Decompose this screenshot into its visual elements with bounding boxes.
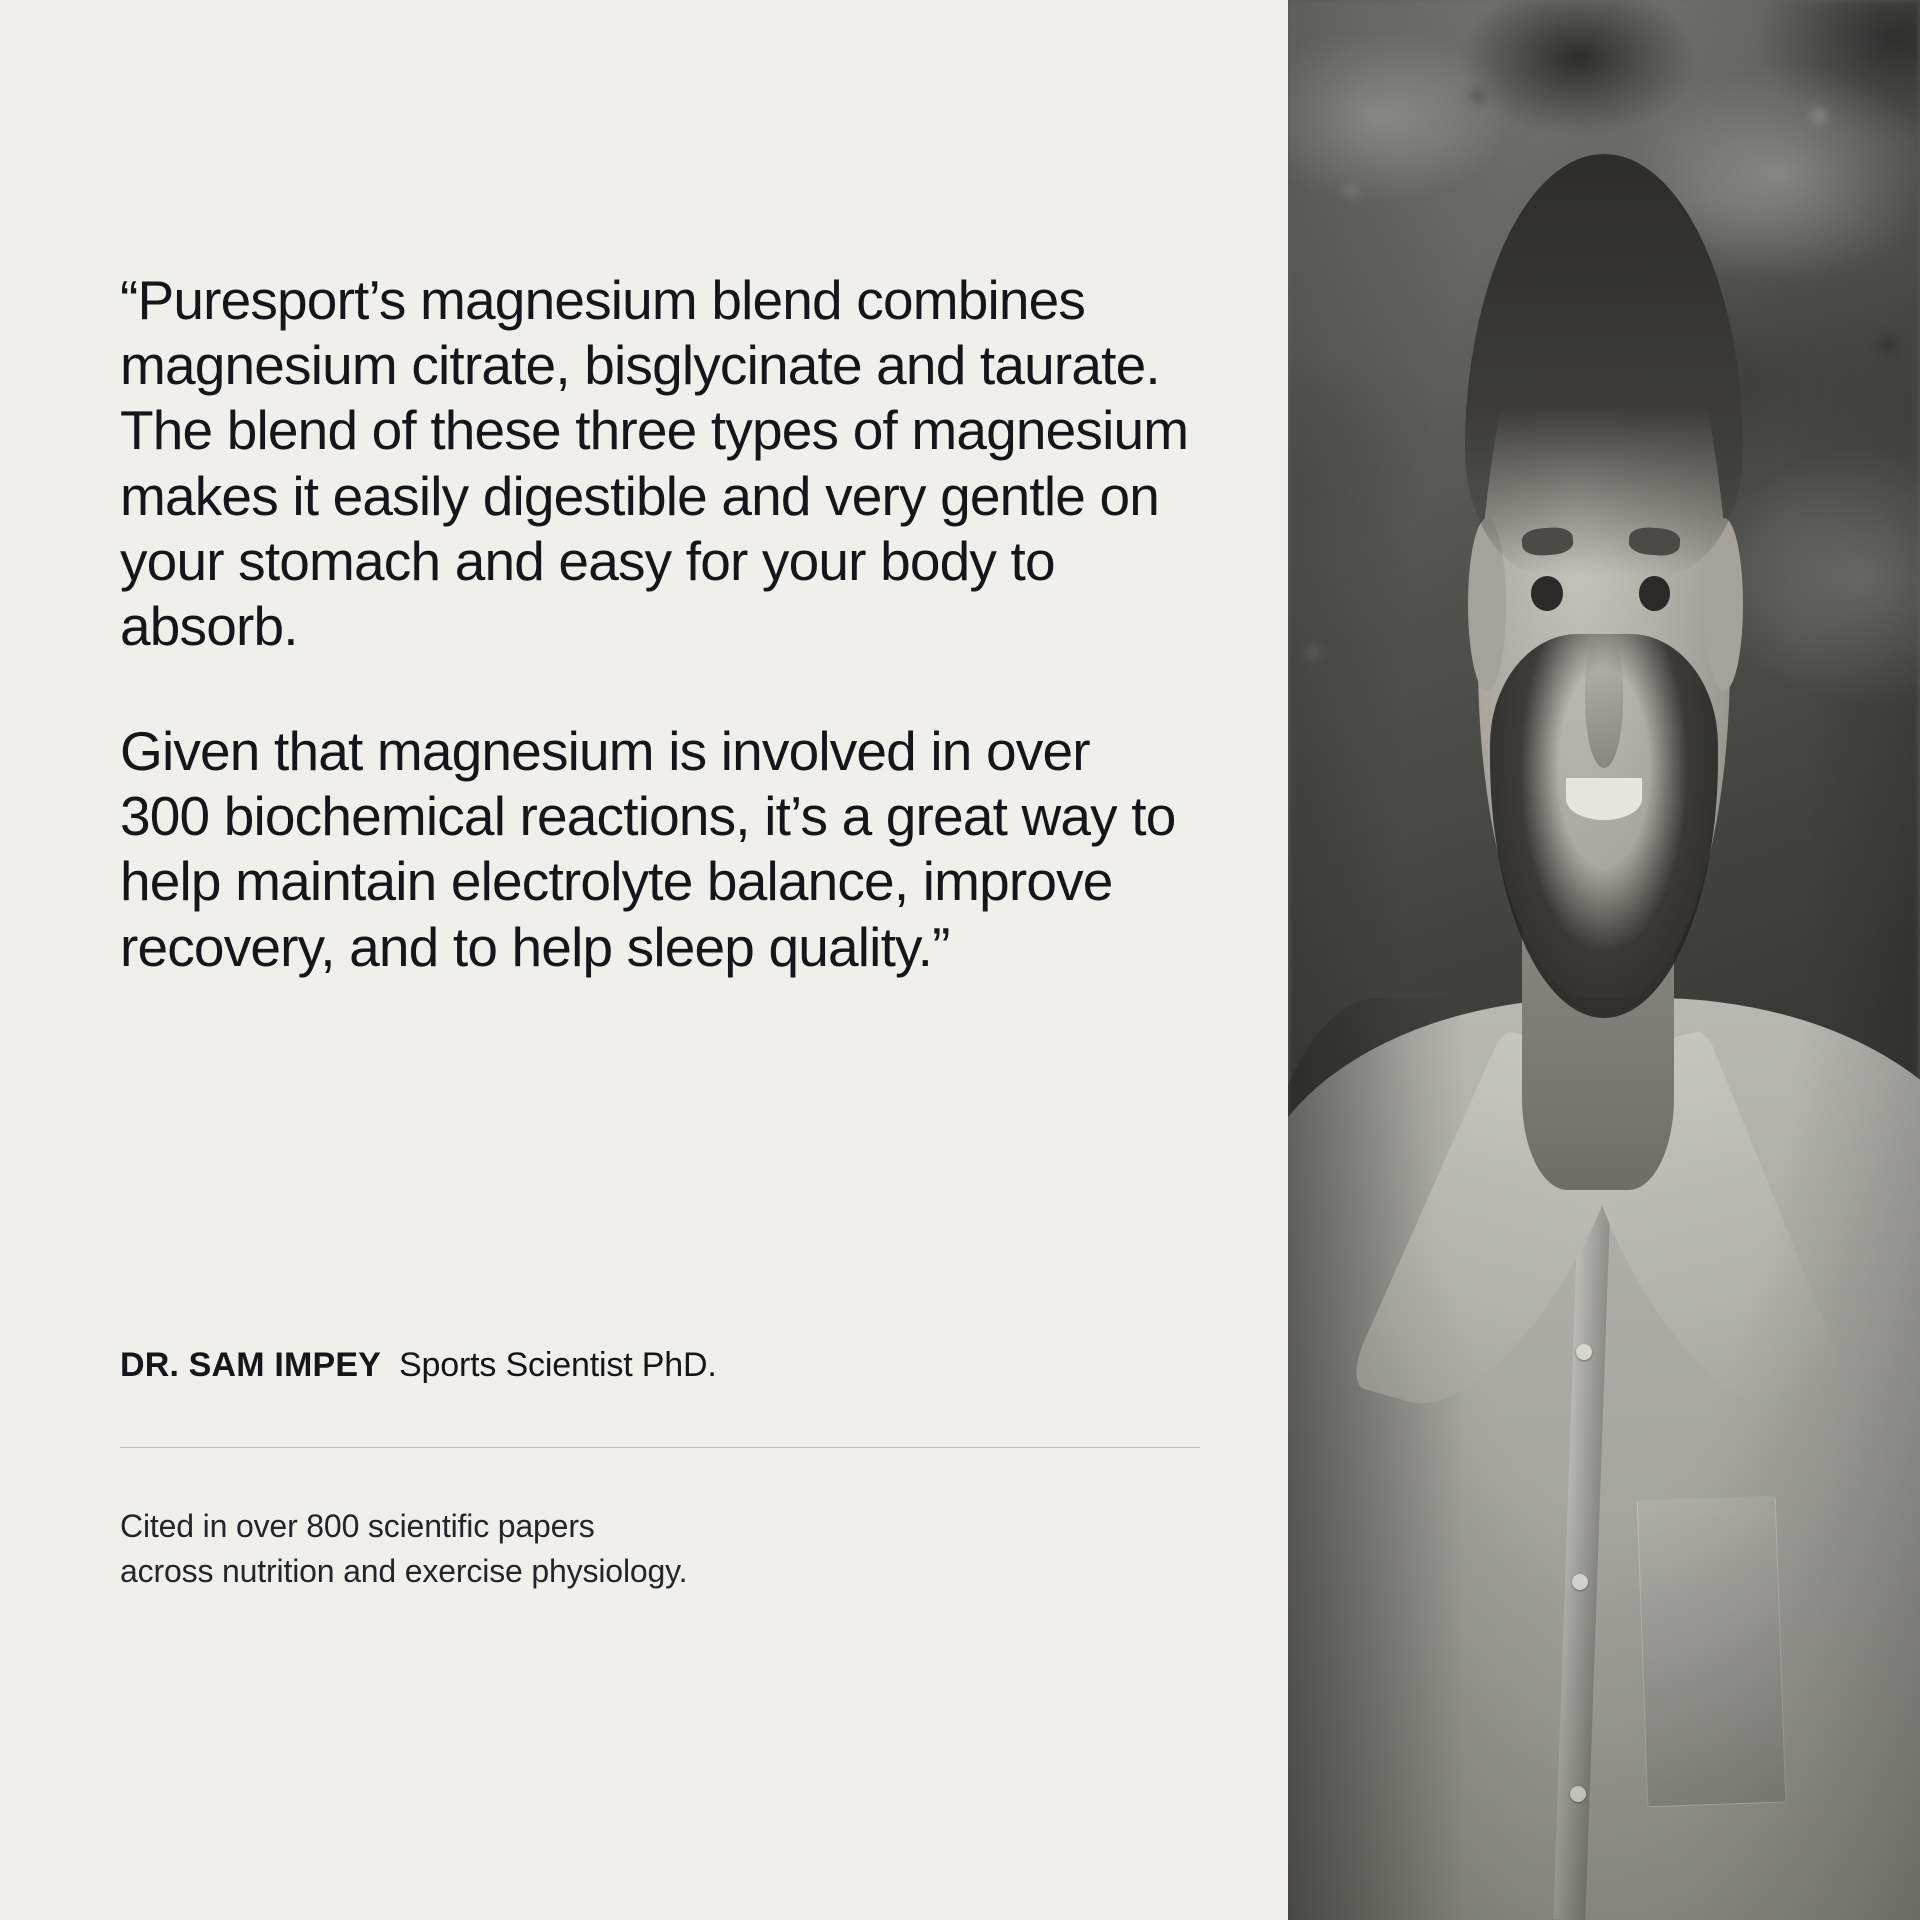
photo-vignette xyxy=(1288,0,1920,1920)
quote-paragraph-1: “Puresport’s magnesium blend combines magnesium citrate, bisglycinate and taurate. The blend of these three types of magnesium makes it easily digestible and very gentle on your stomach and easy for your body to absorb. xyxy=(120,269,1189,657)
quote-paragraph-2: Given that magnesium is involved in over 300 biochemical reactions, it’s a great way to help maintain electrolyte balance, improve recovery, and to help sleep quality.” xyxy=(120,720,1176,978)
attribution-role: Sports Scientist PhD. xyxy=(399,1346,717,1384)
footnote-line-1: Cited in over 800 scientific papers xyxy=(120,1508,595,1544)
attribution xyxy=(120,1346,717,1385)
divider xyxy=(120,1447,1200,1448)
footnote-line-2: across nutrition and exercise physiology. xyxy=(120,1553,688,1590)
quote-block xyxy=(120,268,1190,980)
portrait-photo xyxy=(1288,0,1920,1920)
attribution-name: DR. SAM IMPEY xyxy=(120,1346,382,1384)
footnote xyxy=(120,1504,687,1595)
